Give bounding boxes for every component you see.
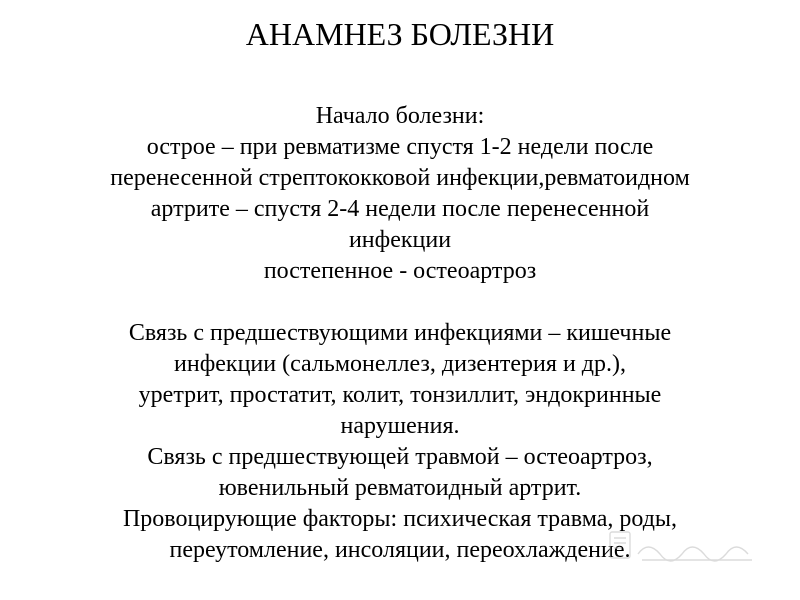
onset-line: инфекции <box>348 227 452 253</box>
connection-line: переутомление, инсоляции, переохлаждение. <box>169 537 631 563</box>
connection-line: нарушения. <box>340 413 460 439</box>
onset-line: постепенное - остеоартроз <box>263 258 537 284</box>
slide-body <box>40 101 760 566</box>
connection-line: уретрит, простатит, колит, тонзиллит, эндокринные <box>138 382 662 408</box>
watermark-logo-icon <box>602 524 762 568</box>
onset-line: перенесенной стрептококковой инфекции,ревматоидном <box>110 165 690 191</box>
connection-line: инфекции (сальмонеллез, дизентерия и др.), <box>174 351 626 377</box>
connection-line: Связь с предшествующей травмой – остеоартроз, <box>147 444 653 470</box>
onset-line: острое – при ревматизме спустя 1-2 недели после <box>146 134 654 160</box>
connection-line: Провоцирующие факторы: психическая травма, роды, <box>122 506 678 532</box>
slide-title: АНАМНЕЗ БОЛЕЗНИ <box>245 16 555 52</box>
paragraph-gap <box>40 287 760 318</box>
onset-heading: Начало болезни: <box>315 103 485 129</box>
connection-line: Связь с предшествующими инфекциями – кишечные <box>128 320 672 346</box>
connection-line: ювенильный ревматоидный артрит. <box>218 475 582 501</box>
onset-line: артрите – спустя 2-4 недели после перенесенной <box>150 196 650 222</box>
